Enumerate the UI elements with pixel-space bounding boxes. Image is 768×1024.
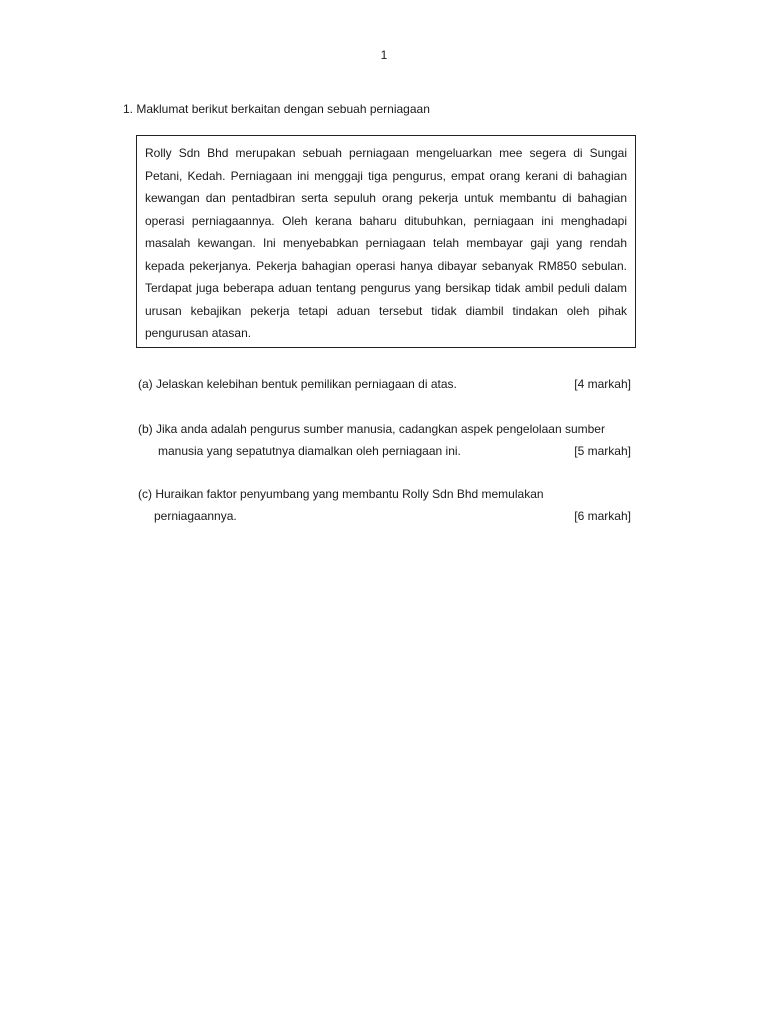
sub-question-c-text: (c) Huraikan faktor penyumbang yang membantu Rolly Sdn Bhd memulakan	[138, 487, 544, 501]
sub-question-a-text: (a) Jelaskan kelebihan bentuk pemilikan perniagaan di atas.	[138, 377, 457, 391]
passage-line: operasi perniagaannya. Oleh kerana baharu ditubuhkan, perniagaan ini menghadapi	[145, 213, 627, 228]
passage-line: kepada pekerjanya. Pekerja bahagian operasi hanya dibayar sebanyak RM850 sebulan.	[145, 258, 627, 273]
sub-question-b-text: (b) Jika anda adalah pengurus sumber manusia, cadangkan aspek pengelolaan sumber	[138, 422, 605, 436]
passage-line: Petani, Kedah. Perniagaan ini menggaji tiga pengurus, empat orang kerani di bahagian	[145, 168, 627, 183]
passage-line: masalah kewangan. Ini menyebabkan perniagaan telah membayar gaji yang rendah	[145, 236, 627, 250]
sub-question-a-marks: [4 markah]	[574, 377, 631, 391]
passage-line: urusan kebajikan pekerja tetapi aduan tersebut tidak diambil tindakan oleh pihak	[145, 303, 627, 318]
sub-question-c-text-cont: perniagaannya.	[154, 509, 237, 523]
sub-question-b-marks: [5 markah]	[574, 444, 631, 458]
passage-box	[136, 135, 636, 348]
sub-question-a	[138, 373, 631, 395]
passage-line: kewangan dan pentadbiran serta sepuluh orang pekerja untuk membantu di bahagian	[145, 191, 627, 205]
sub-question-b	[138, 418, 631, 462]
passage-line: pengurusan atasan.	[145, 326, 252, 340]
sub-question-b-text-cont: manusia yang sepatutnya diamalkan oleh perniagaan ini.	[158, 444, 461, 458]
sub-question-c	[138, 483, 631, 527]
question-heading: 1. Maklumat berikut berkaitan dengan sebuah perniagaan	[123, 102, 430, 116]
passage-line: Rolly Sdn Bhd merupakan sebuah perniagaan mengeluarkan mee segera di Sungai	[145, 146, 627, 160]
passage-line: Terdapat juga beberapa aduan tentang pengurus yang bersikap tidak ambil peduli dalam	[145, 281, 627, 295]
page-number: 1	[380, 48, 388, 62]
sub-question-c-marks: [6 markah]	[574, 509, 631, 523]
